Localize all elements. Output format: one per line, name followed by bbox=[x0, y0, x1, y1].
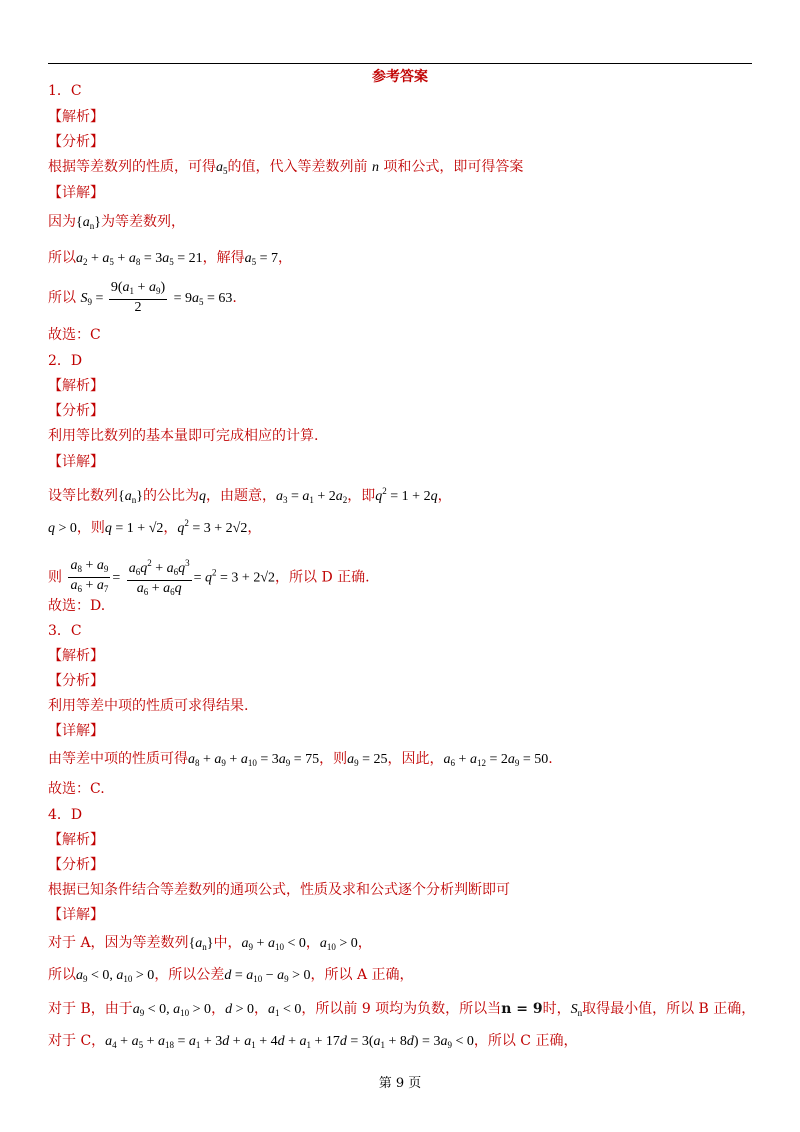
q1-analysis-a: 根据等差数列的性质，可得 bbox=[48, 159, 216, 175]
q1-analysis-b: 的值，代入等差数列前 bbox=[227, 159, 368, 175]
q2-number: 2．D bbox=[48, 353, 83, 369]
q4-b-1: 所以 bbox=[48, 967, 76, 983]
q4-c-4: ，所以前 9 项均为负数，所以当 bbox=[301, 1001, 502, 1017]
q1-number: 1．C bbox=[48, 83, 82, 99]
q3-fenxi: 【分析】 bbox=[48, 673, 104, 689]
q1-fenxi: 【分析】 bbox=[48, 134, 104, 150]
q4-c-2: ， bbox=[211, 1001, 226, 1017]
q3-answer: 故选：C. bbox=[48, 781, 105, 797]
q4-b-2: ，所以公差 bbox=[154, 967, 225, 983]
q2-answer: 故选：D. bbox=[48, 598, 106, 614]
q2-l2-b: ，则 bbox=[76, 520, 105, 536]
q2-xiangjie: 【详解】 bbox=[48, 454, 104, 470]
q4-xiangjie: 【详解】 bbox=[48, 907, 104, 923]
q2-l3-b: ，所以 D 正确. bbox=[275, 569, 370, 586]
q3-analysis: 利用等差中项的性质可求得结果. bbox=[48, 698, 249, 714]
q4-d-1: 对于 C， bbox=[48, 1033, 106, 1049]
q2-l1-b: 的公比为 bbox=[142, 488, 199, 504]
q2-jiexi: 【解析】 bbox=[48, 378, 104, 394]
q4-a-3: ， bbox=[305, 935, 320, 951]
q2-detail-2: q > 0，则q = 1 + √2，$q^2 = 3 + 2√2$， bbox=[48, 518, 262, 536]
q4-c-7: 取得最小值，所以 B 正确， bbox=[582, 1001, 756, 1017]
q1-jiexi: 【解析】 bbox=[48, 109, 104, 125]
q1-l1-b: 为等差数列， bbox=[100, 214, 185, 230]
q4-detail-d: 对于 C，$a_4 + a_5 + a_{18} = a_1 + 3d + a_1 + 4d + a_1 + 17d = 3(a_1 + 8d) = 3a_9 < 0$，所以 C 正确， bbox=[48, 1033, 578, 1050]
q2-l3-a: 则 bbox=[48, 569, 62, 586]
q2-l1-d: ，即 bbox=[347, 488, 376, 504]
q2-analysis: 利用等比数列的基本量即可完成相应的计算. bbox=[48, 428, 319, 444]
q1-detail-3: 所以 $S_9$ = $\frac{9(a_1 + a_9)}{2}$ = $9a_5 = 63$. bbox=[48, 280, 237, 315]
q1-detail-2: 所以$a_2 + a_5 + a_8 = 3a_5 = 21$，解得$a_5 = 7$， bbox=[48, 250, 293, 267]
q2-detail-1: 设等比数列$\{a_n\}$的公比为q，由题意，$a_3 = a_1 + 2a_2$，即$q^2 = 1 + 2q$， bbox=[48, 486, 452, 505]
q3-l1-a: 由等差中项的性质可得 bbox=[48, 751, 188, 767]
q4-fenxi: 【分析】 bbox=[48, 857, 104, 873]
q3-l1-b: ，则 bbox=[319, 751, 348, 767]
q4-detail-b: 所以$a_9 < 0$, $a_{10} > 0$，所以公差$d = a_{10} - a_9 > 0$，所以 A 正确， bbox=[48, 967, 414, 984]
q2-fenxi: 【分析】 bbox=[48, 403, 104, 419]
q1-analysis: 根据等差数列的性质，可得$a_5$的值，代入等差数列前 n 项和公式，即可得答案 bbox=[48, 159, 524, 176]
q4-c-3: ， bbox=[253, 1001, 268, 1017]
q4-detail-c: 对于 B，由于$a_9 < 0$, $a_{10} > 0$，d > 0，$a_1 < 0$，所以前 9 项均为负数，所以当n = 9时，$S_n$取得最小值，所以 B 正确， bbox=[48, 1001, 756, 1018]
q1-l1-a: 因为 bbox=[48, 214, 76, 230]
q4-b-3: ，所以 A 正确， bbox=[310, 967, 414, 983]
q1-xiangjie: 【详解】 bbox=[48, 185, 104, 201]
q2-l2-d: ， bbox=[163, 520, 178, 536]
q4-c-1: 对于 B，由于 bbox=[48, 1001, 133, 1017]
page-title: 参考答案 bbox=[372, 69, 428, 85]
q3-l1-c: ，因此， bbox=[387, 751, 444, 767]
q4-a-2: 中， bbox=[213, 935, 242, 951]
page-number: 第 9 页 bbox=[378, 1076, 422, 1091]
q1-analysis-c: 项和公式，即可得答案 bbox=[383, 159, 524, 175]
q1-fraction: $\frac{9(a_1 + a_9)}{2}$ bbox=[110, 280, 166, 315]
q4-number: 4．D bbox=[48, 807, 83, 823]
q1-l2-b: ，解得 bbox=[202, 250, 245, 266]
q4-a-4: ， bbox=[357, 935, 372, 951]
q2-l1-a: 设等比数列 bbox=[48, 488, 118, 504]
q1-detail-1: 因为$\{a_n\}$为等差数列， bbox=[48, 214, 185, 231]
q4-c-6: 时， bbox=[542, 1001, 571, 1017]
q4-detail-a: 对于 A，因为等差数列$\{a_n\}$中，$a_9 + a_{10} < 0$，$a_{10} > 0$， bbox=[48, 935, 372, 952]
q4-a-1: 对于 A，因为等差数列 bbox=[48, 935, 189, 951]
q3-xiangjie: 【详解】 bbox=[48, 723, 104, 739]
q2-l1-c: ，由题意， bbox=[205, 488, 276, 504]
q4-analysis: 根据已知条件结合等差数列的通项公式，性质及求和公式逐个分析判断即可 bbox=[48, 882, 510, 898]
q1-l2-a: 所以 bbox=[48, 250, 76, 266]
q1-l3-a: 所以 bbox=[48, 290, 76, 306]
q4-d-2: ，所以 C 正确， bbox=[473, 1033, 578, 1049]
q3-number: 3．C bbox=[48, 623, 82, 639]
q2-detail-3: 则 $\frac{a_8 + a_9}{a_6 + a_7}$ = $\frac{a_6q^2 + a_6q^3}{a_6 + a_6q}$ = $q^2 = 3 + 2√2$，所以 D 正确. bbox=[48, 555, 370, 600]
q4-c-5: n = 9 bbox=[501, 1001, 543, 1017]
q1-answer: 故选：C bbox=[48, 327, 101, 343]
header-rule bbox=[48, 63, 752, 64]
q3-detail-1: 由等差中项的性质可得$a_8 + a_9 + a_{10} = 3a_9 = 75$，则$a_9 = 25$，因此，$a_6 + a_{12} = 2a_9 = 50$. bbox=[48, 751, 553, 768]
q4-jiexi: 【解析】 bbox=[48, 832, 104, 848]
q3-jiexi: 【解析】 bbox=[48, 648, 104, 664]
